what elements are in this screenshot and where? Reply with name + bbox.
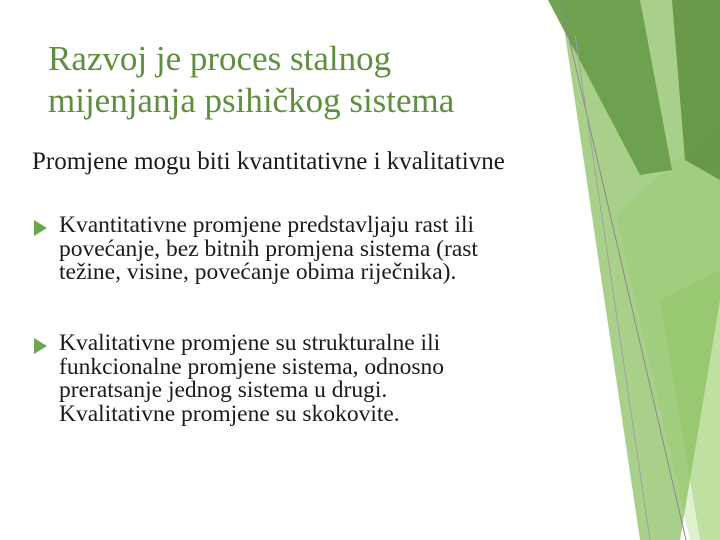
- slide-title: [48, 38, 568, 122]
- bullet-text: [59, 214, 574, 285]
- bullet-item-qualitative: [34, 332, 574, 426]
- triangle-bullet-icon: [34, 338, 47, 354]
- bullet-line: funkcionalne promjene sistema, odnosno: [59, 353, 445, 380]
- slide-title-line: mijenjanja psihičkog sistema: [48, 81, 455, 120]
- bullet-line: povećanje, bez bitnih promjena sistema (rast: [59, 235, 478, 262]
- bullet-line: težine, visine, povećanje obima riječnika).: [59, 259, 457, 285]
- bullet-line: preratsanje jednog sistema u drugi.: [59, 377, 388, 403]
- bullet-item-quantitative: [34, 214, 574, 285]
- bullet-line: Kvalitativne promjene su skokovite.: [59, 400, 400, 427]
- lead-text: Promjene mogu biti kvantitativne i kvalitativne: [32, 148, 505, 175]
- bullet-text: [59, 332, 574, 426]
- bullet-line: Kvalitativne promjene su strukturalne ili: [59, 330, 441, 356]
- bullet-line: Kvantitativne promjene predstavljaju rast ili: [59, 212, 475, 238]
- slide-title-line: Razvoj je proces stalnog: [48, 39, 392, 78]
- triangle-bullet-icon: [34, 220, 47, 236]
